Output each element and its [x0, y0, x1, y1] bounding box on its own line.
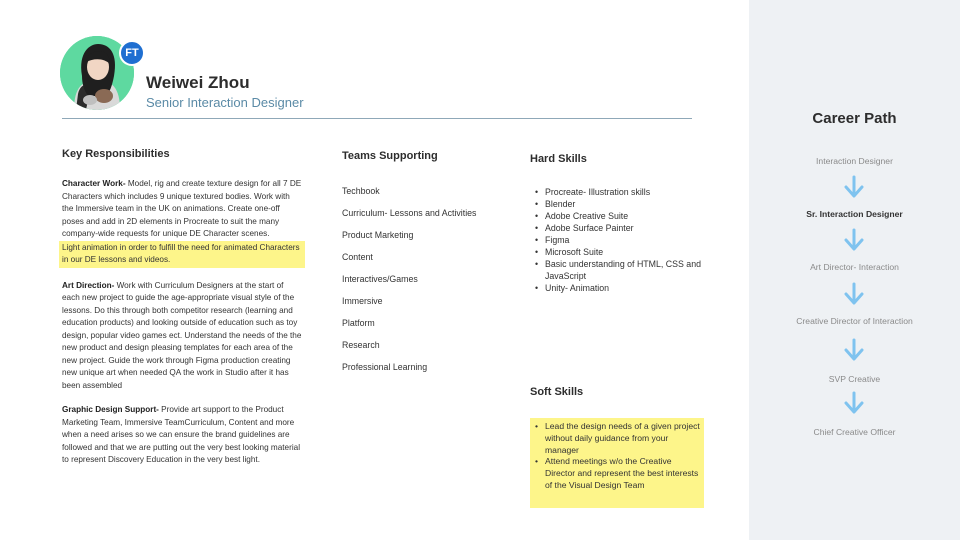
hard-skill-item: • Basic understanding of HTML, CSS and JavaScript [545, 258, 710, 282]
soft-skill-item: • Lead the design needs of a given project without daily guidance from your manager [545, 421, 702, 456]
responsibility-label: Character Work- [62, 179, 126, 188]
team-item: Interactives/Games [342, 274, 418, 284]
responsibility-text: Provide art support to the Product Marketing Team, Immersive TeamCurriculum, Content and more when a need arises so we can ensure the brand guidelines are followed and that we are putting out the very best looking material to represent Discovery Education in the very best light. [62, 405, 301, 464]
hard-skill-item: • Adobe Creative Suite [545, 210, 710, 222]
team-item: Research [342, 340, 380, 350]
arrow-down-icon [843, 282, 865, 306]
team-item: Product Marketing [342, 230, 414, 240]
hard-skills-heading: Hard Skills [530, 153, 587, 165]
responsibility-item [62, 404, 302, 467]
arrow-down-icon [843, 391, 865, 415]
team-item: Immersive [342, 296, 383, 306]
header-divider [62, 118, 692, 119]
responsibility-label: Art Direction- [62, 280, 115, 290]
responsibilities-list [62, 178, 302, 479]
highlighted-text: Light animation in order to fulfill the need for animated Characters in our DE lessons and videos. [59, 241, 305, 268]
arrow-down-icon [843, 338, 865, 362]
career-path-panel [749, 0, 960, 540]
team-item: Techbook [342, 186, 380, 196]
responsibility-text: Model, rig and create texture design for all 7 DE Characters which includes 9 unique textured bodies. Work with the Immersive team in the UK on animations. Create one-off poses and add in 2D elements in Procreate to suit the many company-wide requests for unique DE Character scenes. [62, 179, 302, 238]
team-item: Platform [342, 318, 375, 328]
career-step-current: Sr. Interaction Designer [806, 209, 903, 219]
responsibility-item [62, 178, 302, 268]
responsibilities-heading: Key Responsibilities [62, 148, 170, 160]
team-item: Professional Learning [342, 362, 428, 372]
team-item: Content [342, 252, 373, 262]
career-step: SVP Creative [828, 374, 881, 384]
hard-skill-item: • Procreate- Illustration skills [545, 186, 710, 198]
career-step: Interaction Designer [816, 156, 893, 166]
soft-skills-list [545, 421, 702, 492]
hard-skill-item: • Unity- Animation [545, 282, 710, 294]
hard-skills-list [545, 186, 710, 294]
soft-skills-heading: Soft Skills [530, 386, 584, 398]
hard-skill-item: • Adobe Surface Painter [545, 222, 710, 234]
initials-badge: FT [119, 40, 145, 66]
career-path-heading: Career Path [812, 110, 897, 127]
career-step: Art Director- Interaction [810, 262, 899, 272]
teams-heading: Teams Supporting [342, 150, 438, 162]
responsibility-item [62, 280, 302, 393]
hard-skill-item: • Microsoft Suite [545, 246, 710, 258]
team-item: Curriculum- Lessons and Activities [342, 208, 477, 218]
arrow-down-icon [843, 175, 865, 199]
arrow-down-icon [843, 228, 865, 252]
profile-name: Weiwei Zhou [146, 73, 250, 92]
responsibility-label: Graphic Design Support- [62, 405, 159, 414]
profile-title: Senior Interaction Designer [146, 95, 304, 110]
career-step: Creative Director of Interaction [796, 316, 913, 326]
responsibility-text: Work with Curriculum Designers at the start of each new project to guide the age-appropriate visual style of the lessons. Do this through both competitor research (learning and education products) and looking outside of education such as toy design, popular video games ect. Understand the needs of the the new product and design pleasing templates for each area of the new project. Guide the work through Figma production creating new unique art when needed QA the work in Studio after it has been assembled [62, 280, 302, 390]
hard-skill-item: • Blender [545, 198, 710, 210]
teams-list [342, 184, 476, 382]
career-step: Chief Creative Officer [813, 427, 896, 437]
soft-skill-item: • Attend meetings w/o the Creative Director and represent the best interests of the Visual Design Team [545, 456, 702, 491]
hard-skill-item: • Figma [545, 234, 710, 246]
